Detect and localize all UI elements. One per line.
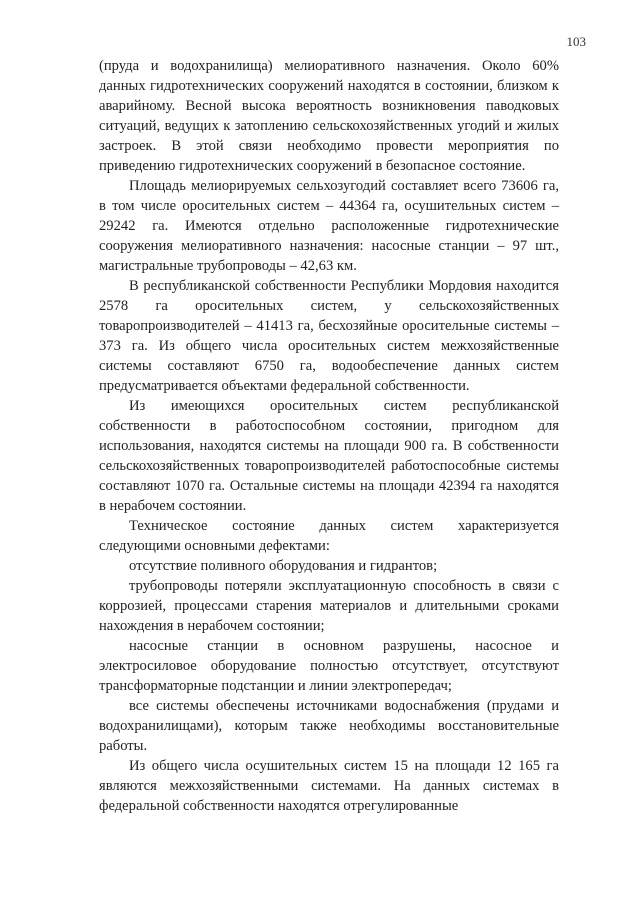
paragraph-5: Техническое состояние данных систем характеризуется следующими основными дефектами: <box>99 518 559 554</box>
list-item-4: все системы обеспечены источниками водоснабжения (прудами и водохранилищами), которым также необходимы восстановительные работы. <box>99 698 559 754</box>
paragraph-3: В республиканской собственности Республики Мордовия находится 2578 га оросительных систем, у сельскохозяйственных товаропроизводителей – 41413 га, бесхозяйные оросительные системы – 373 га. Из общего числа оросительных систем межхозяйственные системы составляют 6750 га, водообеспечение данных систем предусматривается объектами федеральной собственности. <box>99 278 559 394</box>
list-item-3: насосные станции в основном разрушены, насосное и электросиловое оборудование полностью отсутствует, отсутствуют трансформаторные подстанции и линии электропередач; <box>99 638 559 694</box>
paragraph-4: Из имеющихся оросительных систем республиканской собственности в работоспособном состоянии, пригодном для использования, находятся системы на площади 900 га. В собственности сельскохозяйственных товаропроизводителей работоспособные системы составляют 1070 га. Остальные системы на площади 42394 га находятся в нерабочем состоянии. <box>99 398 559 514</box>
list-item-1: отсутствие поливного оборудования и гидрантов; <box>129 558 438 574</box>
paragraph-1: (пруда и водохранилища) мелиоративного назначения. Около 60% данных гидротехнических сооружений находятся в состоянии, близком к аварийному. Весной высока вероятность возникновения паводковых ситуаций, ведущих к затоплению сельскохозяйственных угодий и жилых застроек. В этой связи необходимо провести мероприятия по приведению гидротехнических сооружений в безопасное состояние. <box>99 58 559 174</box>
list-item-2: трубопроводы потеряли эксплуатационную способность в связи с коррозией, процессами старения материалов и длительными сроками нахождения в нерабочем состоянии; <box>99 578 559 634</box>
paragraph-6: Из общего числа осушительных систем 15 на площади 12 165 га являются межхозяйственными системами. На данных системах в федеральной собственности находятся отрегулированные <box>99 758 559 814</box>
paragraph-2: Площадь мелиорируемых сельхозугодий составляет всего 73606 га, в том числе оросительных систем – 44364 га, осушительных систем – 29242 га. Имеются отдельно расположенные гидротехнические сооружения мелиоративного назначения: насосные станции – 97 шт., магистральные трубопроводы – 42,63 км. <box>99 178 559 274</box>
document-body <box>99 56 559 816</box>
page-number: 103 <box>566 34 586 49</box>
